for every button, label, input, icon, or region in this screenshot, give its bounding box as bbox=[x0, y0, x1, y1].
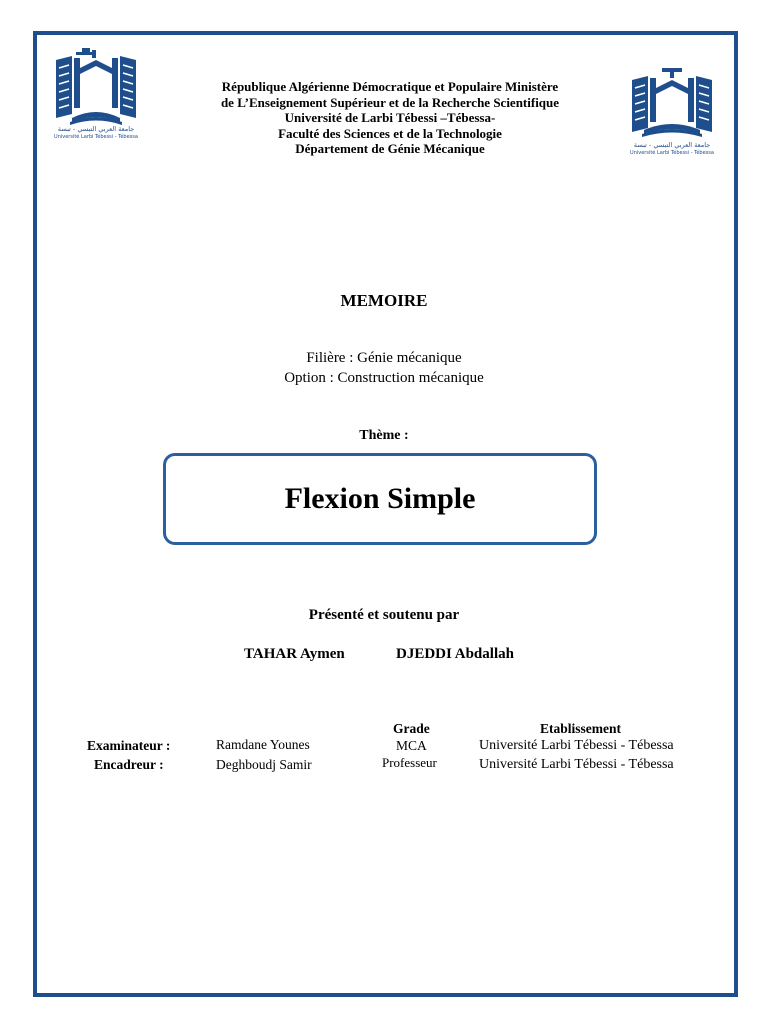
header-line: Université de Larbi Tébessi –Tébessa- bbox=[284, 110, 496, 125]
jury-role: Encadreur : bbox=[94, 757, 164, 772]
theme-title: Flexion Simple bbox=[284, 482, 476, 515]
theme-label: Thème : bbox=[359, 428, 409, 443]
study-field bbox=[0, 348, 768, 388]
header-line: de L’Enseignement Supérieur et de la Recherche Scientifique bbox=[220, 94, 560, 110]
header-line: Département de Génie Mécanique bbox=[295, 141, 485, 156]
institution-header bbox=[150, 79, 630, 157]
author-name: DJEDDI Abdallah bbox=[396, 646, 514, 662]
header-line: République Algérienne Démocratique et Populaire Ministère bbox=[221, 79, 559, 94]
jury-grade: MCA bbox=[396, 738, 427, 753]
jury-etablissement: Université Larbi Tébessi - Tébessa bbox=[479, 757, 674, 772]
document-type: MEMOIRE bbox=[340, 291, 428, 310]
theme-box bbox=[163, 453, 597, 545]
jury-grade: Professeur bbox=[382, 755, 437, 770]
author-name: TAHAR Aymen bbox=[244, 646, 345, 662]
jury-name: Deghboudj Samir bbox=[216, 757, 312, 772]
logo-latin-text: Université Larbi Tébessi - Tébessa bbox=[630, 150, 714, 156]
jury-name: Ramdane Younes bbox=[216, 737, 310, 752]
logo-arabic-text: جامعة العربي التبسي - تبسة bbox=[633, 141, 711, 149]
filiere-line: Filière : Génie mécanique bbox=[306, 350, 462, 366]
jury-role: Examinateur : bbox=[87, 738, 171, 753]
header-line: Faculté des Sciences et de la Technologie bbox=[278, 125, 502, 141]
university-logo-right bbox=[630, 68, 714, 160]
logo-latin-text: Université Larbi Tébessi - Tébessa bbox=[54, 134, 138, 140]
jury-header-etablissement: Etablissement bbox=[540, 721, 621, 736]
option-line: Option : Construction mécanique bbox=[284, 370, 484, 386]
university-logo-left bbox=[54, 48, 138, 140]
jury-etablissement: Université Larbi Tébessi - Tébessa bbox=[479, 738, 674, 753]
presented-by: Présenté et soutenu par bbox=[308, 607, 460, 623]
jury-header-grade: Grade bbox=[393, 721, 430, 736]
logo-arabic-text: جامعة العربي التبسي - تبسة bbox=[57, 125, 135, 133]
